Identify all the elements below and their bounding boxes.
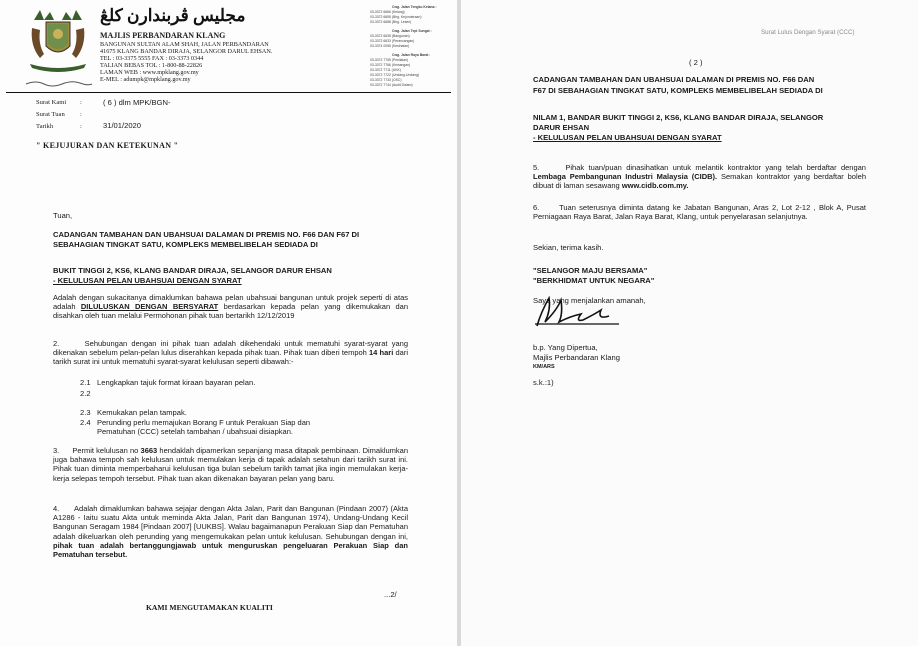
subject-line: - KELULUSAN PELAN UBAHSUAI DENGAN SYARAT [53, 276, 242, 285]
colon: : [80, 99, 82, 106]
signatory-initials: KM/ARS [533, 364, 555, 370]
crest-script-caption [24, 74, 94, 82]
paragraph-5: 5. Pihak tuan/puan dinasihatkan untuk melantik kontraktor yang telah berdaftar dengan Lembaga Pembangunan Industri Malaysia (CIDB). Semakan kontraktor yang berdaftar boleh dibuat di laman sesawang www.cidb.com.my. [533, 163, 866, 191]
branch-1-line: 03-3372 6688 (Bhg. Lesen) [370, 20, 412, 24]
list-item-text: Perunding perlu memajukan Borang F untuk Perakuan Siap dan Pematuhan (CCC) setelah tambahan / ubahsuai disiapkan. [97, 418, 311, 437]
top-note: Surat Lulus Dengan Syarat (CCC) [761, 29, 855, 36]
branch-3-line: 03-3372 7766 (Kewangan) [370, 63, 411, 67]
branch-2-line: 03-3372 6635 (Bangunan) [370, 34, 410, 38]
list-item-text: Lengkapkan tajuk format kiraan bayaran pelan. [97, 378, 256, 387]
org-email: E-MEL : adumpk@mpklang.gov.my [100, 76, 191, 83]
org-hotline: TALIAN BEBAS TOL : 1-800-88-22826 [100, 62, 203, 69]
paragraph-3: 3. Permit kelulusan no 3663 hendaklah dipamerkan sepanjang masa ditapak pembinaan. Dimaklumkan juga bahawa tempoh sah kelulusan untuk memulakan kerja di tapak adalah setahun dari tarikh surat ini. Pihak tuan diminta memperbaharui kelulusan tiga bulan sebelum tarikh tamat jika ingin memulakan kerja-kerja selepas tempoh tersebut. Pihak tuan akan dikenakan bayaran pelan yang baru. [53, 446, 408, 483]
branch-3-line: 03-3372 7722 (Undang-Undang) [370, 73, 420, 77]
slogan: "SELANGOR MAJU BERSAMA" [533, 266, 648, 275]
branch-1-line: 03-3372 6666 (Kelang) [370, 10, 405, 14]
letter-page-2 [461, 0, 918, 646]
org-address-2: 41675 KLANG BANDAR DIRAJA, SELANGOR DARUL EHSAN. [100, 48, 273, 55]
signature-icon [531, 292, 631, 332]
page-continuation: ...2/ [384, 590, 397, 599]
subject-line: DARUR EHSAN [533, 123, 590, 132]
org-website: LAMAN WEB : www.mpklang.gov.my [100, 69, 199, 76]
tarikh-value: 31/01/2020 [103, 121, 142, 130]
subject-line: BUKIT TINGGI 2, KS6, KLANG BANDAR DIRAJA, SELANGOR DARUR EHSAN [53, 266, 332, 275]
subject-line: NILAM 1, BANDAR BUKIT TINGGI 2, KS6, KLANG BANDAR DIRAJA, SELANGOR [533, 113, 824, 122]
surat-tuan-label: Surat Tuan [36, 111, 65, 118]
subject-line: CADANGAN TAMBAHAN DAN UBAHSUAI DALAMAN DI PREMIS NO. F66 DAN [533, 75, 815, 84]
list-item-num: 2.3 [80, 408, 91, 417]
closing: Sekian, terima kasih. [533, 243, 604, 252]
surat-kami-label: Surat Kami [36, 99, 67, 106]
paragraph-6: 6. Tuan seterusnya diminta datang ke Jabatan Bangunan, Aras 2, Lot 2-12 , Blok A, Pusat Perniagaan Raya Barat, Jalan Raya Barat, Klang, untuk penyelarasan selanjutnya. [533, 203, 866, 222]
letterhead-divider [6, 92, 451, 93]
branch-3-line: 03-3372 7744 (Audit Dalam) [370, 83, 413, 87]
paragraph-1: Adalah dengan sukacitanya dimaklumkan bahawa pelan ubahsuai bangunan untuk projek seperti di atas adalah DILULUSKAN DENGAN BERSYARAT berdasarkan kepada pelan yang dikemukakan dan disahkan oleh tuan melalui Permohonan pihak tuan bertarikh 12/12/2019 [53, 293, 408, 321]
org-name: MAJLIS PERBANDARAN KLANG [100, 31, 226, 40]
footer-motto: KAMI MENGUTAMAKAN KUALITI [146, 603, 273, 612]
list-item-num: 2.1 [80, 378, 91, 387]
branch-1-title: Cwg. Jalan Tengku Kelana : [392, 5, 437, 9]
branch-2-title: Cwg. Jalan Tepi Sungai : [392, 29, 432, 33]
list-item-text: Kemukakan pelan tampak. [97, 408, 187, 417]
list-item-num: 2.4 [80, 418, 91, 427]
org-address-1: BANGUNAN SULTAN ALAM SHAH, JALAN PERBANDARAN [100, 41, 269, 48]
letter-page-1 [0, 0, 457, 646]
subject-line: - KELULUSAN PELAN UBAHSUAI DENGAN SYARAT [533, 133, 722, 142]
council-crest-icon [26, 6, 90, 76]
branch-3-title: Cwg. Jalan Raya Barat : [392, 53, 431, 57]
branch-2-line: 03-3372 6633 (Perancangan) [370, 39, 415, 43]
surat-kami-value: ( 6 ) dlm MPK/BGN- [103, 98, 171, 107]
branch-3-line: 03-3372 7733 (OSC) [370, 78, 402, 82]
copy-to: s.k.:1) [533, 378, 554, 387]
amanah-line: Saya yang menjalankan amanah, [533, 296, 646, 305]
colon: : [80, 111, 82, 118]
colon: : [80, 123, 82, 130]
paragraph-4: 4. Adalah dimaklumkan bahawa sejajar dengan Akta Jalan, Parit dan Bangunan (Pindaan 2007) (Akta A1286 - Iaitu suatu Akta untuk meminda Akta Jalan, Parit dan Bangunan 1974), Undang-Undang Kecil Bangunan Seragam 1984 [Pindaan 2007] [UUKBS]. Walau bagaimanapun Perakuan Siap dan Pematuhan adalah dikeluarkan oleh perunding yang mengemukakan pelan untuk kelulusan. Sehubungan dengan ini, pihak tuan adalah bertanggungjawab untuk menguruskan pengeluaran Perakuan Siap dan Pematuhan tersebut. [53, 504, 408, 560]
signatory-org: Majlis Perbandaran Klang [533, 353, 620, 362]
branch-3-line: 03-3372 7711 (UKK) [370, 68, 401, 72]
list-item-num: 2.2 [80, 389, 91, 398]
salutation: Tuan, [53, 211, 73, 220]
org-phone: TEL : 03-3375 5555 FAX : 03-3373 0344 [100, 55, 204, 62]
paragraph-2: 2. Sehubungan dengan ini pihak tuan adalah dikehendaki untuk mematuhi syarat-syarat yang dikenakan sebelum pelan-pelan lulus diserahkan kepada pihak tuan. Pihak tuan diberi tempoh 14 hari dari tarikh surat ini untuk mematuhi syarat-syarat kelulusan seperti dibawah:- [53, 339, 409, 367]
branch-1-line: 03-3372 6655 (Bhg. Kejuruteraan) [370, 15, 422, 19]
signatory-bp: b.p. Yang Dipertua, [533, 343, 598, 352]
council-motto: " KEJUJURAN DAN KETEKUNAN " [36, 141, 179, 150]
subject-line: F67 DI SEBAHAGIAN TINGKAT SATU, KOMPLEKS MEMBELIBELAH SEDIADA DI [533, 86, 823, 95]
slogan: "BERKHIDMAT UNTUK NEGARA" [533, 276, 655, 285]
subject-line: SEBAHAGIAN TINGKAT SATU, KOMPLEKS MEMBELIBELAH SEDIADA DI [53, 240, 318, 249]
tarikh-label: Tarikh [36, 123, 54, 130]
org-jawi-name: مجليس ڤربندارن كلڠ [100, 6, 246, 25]
branch-2-line: 03-3374 0055 (Kesihatan) [370, 44, 410, 48]
branch-3-line: 03-3372 7755 (Penilaian) [370, 58, 409, 62]
subject-line: CADANGAN TAMBAHAN DAN UBAHSUAI DALAMAN DI PREMIS NO. F66 DAN F67 DI [53, 230, 360, 239]
page-number: ( 2 ) [689, 58, 703, 67]
